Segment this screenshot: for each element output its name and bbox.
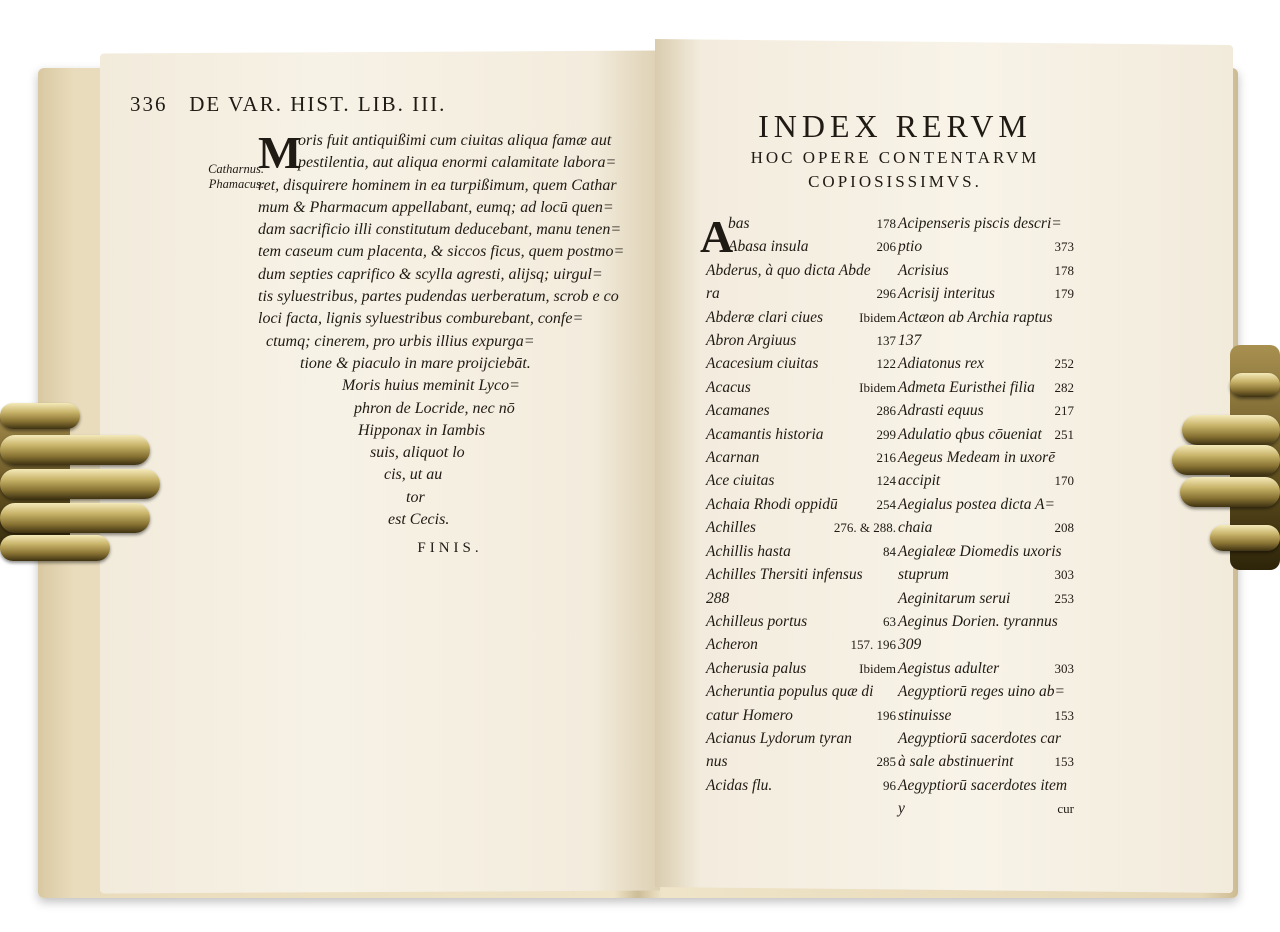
index-entry <box>706 212 896 235</box>
index-entry <box>898 727 1074 750</box>
index-entry-term: Acidas flu. <box>706 776 773 794</box>
index-entry-term: Aegialus postea dicta A= <box>898 495 1055 513</box>
index-entry-term: Abderæ clari ciues <box>706 308 824 326</box>
text-line: dum septies caprifico & scylla agresti, alijsq; uirgul= <box>258 265 603 283</box>
index-entry-term: Aegyptiorū sacerdotes car <box>898 729 1061 747</box>
index-entry-page: 208 <box>1054 520 1074 536</box>
index-entry-term: Achilles Thersiti infensus <box>706 566 863 584</box>
text-line: tor <box>406 488 425 506</box>
index-entry <box>706 493 896 516</box>
drop-cap-m: M <box>258 127 302 178</box>
index-entry-page: 286 <box>876 403 896 419</box>
index-subtitle: HOC OPERE CONTENTARVM <box>750 148 1040 167</box>
index-entry-term: Abasa insula <box>728 238 809 256</box>
index-entry-term: Aegyptiorū reges uino ab= <box>898 683 1066 701</box>
index-entry <box>898 212 1074 235</box>
index-entry <box>706 587 896 610</box>
index-entry-term: Achaia Rhodi oppidū <box>706 495 838 513</box>
text-line: est Cecis. <box>388 511 450 529</box>
index-entry <box>898 259 1074 282</box>
index-entry-page: 84 <box>883 543 896 559</box>
index-entry-page: 170 <box>1054 473 1074 489</box>
drop-cap-a: A <box>700 211 734 262</box>
marginal-note <box>184 162 264 192</box>
index-entry <box>706 282 896 305</box>
running-head-title: DE VAR. HIST. LIB. III. <box>189 92 447 116</box>
index-entry-term: catur Homero <box>706 706 793 724</box>
index-entry-term: chaia <box>898 519 933 537</box>
index-entry-term: à sale abstinuerint <box>898 753 1014 771</box>
index-entry-term: Adiatonus rex <box>898 355 984 373</box>
text-line: pestilentia, aut aliqua enormi calamitate labora= <box>298 154 617 172</box>
marginal-note-line: Phamacus. <box>208 177 264 191</box>
index-entry <box>706 680 896 703</box>
index-entry-page: 153 <box>1054 707 1074 723</box>
index-entry-term: Ace ciuitas <box>706 472 775 490</box>
text-line: cis, ut au <box>384 466 443 484</box>
index-entry-page: 122 <box>876 356 896 372</box>
text-line: mum & Pharmacum appellabant, eumq; ad locū quen= <box>258 198 614 216</box>
index-entry <box>706 329 896 352</box>
index-entry-page: 196 <box>876 707 896 723</box>
index-entry <box>706 235 896 258</box>
marginal-note-line: Catharnus. <box>208 162 264 176</box>
index-entry <box>898 704 1074 727</box>
left-hand-holder <box>0 395 165 575</box>
index-entry-page: 63 <box>883 613 896 629</box>
index-entry-term: nus <box>706 753 728 771</box>
index-entry <box>898 282 1074 305</box>
text-line: oris fuit antiquißimi cum ciuitas aliqua famæ aut <box>298 132 612 149</box>
index-entry <box>706 259 896 282</box>
index-entry <box>706 610 896 633</box>
index-entry <box>898 797 1074 820</box>
index-entry <box>898 352 1074 375</box>
index-entry <box>706 563 896 586</box>
index-entry <box>706 352 896 375</box>
index-entry-term: Adulatio qbus cōueniat <box>898 425 1042 443</box>
index-entry <box>898 423 1074 446</box>
index-entry <box>706 306 896 329</box>
index-entry-term: Acheruntia populus quæ di <box>706 683 874 701</box>
index-entry <box>898 774 1074 797</box>
index-entry-term: Aeginitarum serui <box>898 589 1011 607</box>
index-entry-term: Achilleus portus <box>706 612 808 630</box>
index-entry-page: 216 <box>876 450 896 466</box>
index-entry-term: Aegyptiorū sacerdotes item <box>898 776 1068 794</box>
index-entry-page: 178 <box>876 216 896 231</box>
index-entry-term: Aegialeæ Diomedis uxoris <box>898 542 1062 560</box>
index-entry-term: y <box>898 800 905 818</box>
index-entry-term: Acacesium ciuitas <box>706 355 819 373</box>
index-entry-term: Actæon ab Archia raptus <box>898 308 1053 326</box>
index-entry <box>898 680 1074 703</box>
index-entry-page: cur <box>1057 801 1074 817</box>
index-entry-term: ptio <box>898 238 923 256</box>
index-entry-term: Achillis hasta <box>706 542 791 560</box>
index-entry-page: 296 <box>876 286 896 302</box>
index-entry-term: 288 <box>706 589 730 607</box>
text-line: tis syluestribus, partes pudendas uerberatum, scrob e co <box>258 288 619 306</box>
index-entry-page: 178 <box>1054 262 1074 278</box>
index-entry-page: 282 <box>1054 379 1074 395</box>
text-line: loci facta, lignis syluestribus comburebant, confe= <box>258 310 584 328</box>
index-entry <box>898 446 1074 469</box>
index-entry-page: 206 <box>876 239 896 255</box>
index-entry-term: Acamantis historia <box>706 425 824 443</box>
index-column-left <box>706 212 896 797</box>
index-entry <box>706 774 896 797</box>
index-entry <box>706 750 896 773</box>
index-entry-page: 276. & 288. <box>833 520 896 536</box>
index-entry-page: Ibidem <box>859 379 896 395</box>
index-entry <box>706 423 896 446</box>
index-entry <box>898 540 1074 563</box>
index-entry <box>706 727 896 750</box>
index-entry <box>706 540 896 563</box>
index-entry <box>898 657 1074 680</box>
text-line: tem caseum cum placenta, & siccos ficus, quem postmo= <box>258 243 625 261</box>
page-number: 336 <box>130 92 168 116</box>
index-entry-term: stuprum <box>898 566 949 584</box>
index-entry <box>898 399 1074 422</box>
index-entry-term: Acianus Lydorum tyran <box>706 729 852 747</box>
index-entry-page: 299 <box>876 426 896 442</box>
index-entry-page: 217 <box>1054 403 1074 419</box>
index-entry-term: Acamanes <box>706 402 770 420</box>
index-entry-page: 303 <box>1054 567 1074 583</box>
index-entry-page: 251 <box>1054 426 1074 442</box>
index-entry <box>898 235 1074 258</box>
index-entry-term: Adrasti equus <box>898 402 984 420</box>
index-entry <box>706 469 896 492</box>
index-entry-page: 285 <box>876 754 896 770</box>
index-entry <box>706 376 896 399</box>
finis-mark: FINIS. <box>417 540 483 556</box>
index-entry-term: 309 <box>898 636 922 654</box>
index-entry-term: Acheron <box>706 636 758 654</box>
index-entry <box>898 587 1074 610</box>
running-head <box>130 92 600 117</box>
index-entry-page: 137 <box>876 333 896 349</box>
index-entry-term: stinuisse <box>898 706 952 724</box>
index-entry <box>898 516 1074 539</box>
index-entry-term: Acarnan <box>706 449 760 467</box>
index-entry-term: bas <box>728 215 750 232</box>
index-entry-page: 124 <box>876 473 896 489</box>
index-entry <box>706 399 896 422</box>
text-line: Hipponax in Iambis <box>358 421 486 439</box>
index-entry-term: Acherusia palus <box>706 659 807 677</box>
index-entry-page: 303 <box>1054 660 1074 676</box>
index-entry-term: accipit <box>898 472 941 490</box>
index-entry-term: Admeta Euristhei filia <box>898 378 1035 396</box>
index-entry-page: 254 <box>876 496 896 512</box>
index-entry-term: Abderus, à quo dicta Abde <box>706 261 871 279</box>
index-entry-term: Aegeus Medeam in uxorē <box>898 449 1056 467</box>
index-entry <box>898 493 1074 516</box>
index-entry <box>898 633 1074 656</box>
index-entry-page: 96 <box>883 777 896 793</box>
index-entry <box>898 306 1074 329</box>
right-hand-holder <box>1170 345 1280 570</box>
index-entry-term: Acrisij interitus <box>898 285 995 303</box>
index-entry-term: ra <box>706 285 720 303</box>
index-entry-term: Acacus <box>706 378 751 396</box>
index-entry-term: Acipenseris piscis descri= <box>898 215 1062 232</box>
index-entry-page: Ibidem <box>859 660 896 676</box>
index-entry <box>898 329 1074 352</box>
text-line: suis, aliquot lo <box>370 444 465 462</box>
text-line: ret, disquirere hominem in ea turpißimum, quem Cathar <box>258 176 617 194</box>
index-entry-page: 252 <box>1054 356 1074 372</box>
text-line: tione & piaculo in mare proijciebāt. <box>300 354 531 372</box>
index-entry <box>898 563 1074 586</box>
index-entry-page: 253 <box>1054 590 1074 606</box>
index-entry <box>898 469 1074 492</box>
index-entry <box>898 610 1074 633</box>
index-entry <box>706 446 896 469</box>
index-entry-term: Aegistus adulter <box>898 659 1000 677</box>
index-entry <box>706 516 896 539</box>
index-entry-page: 179 <box>1054 286 1074 302</box>
index-subtitle: COPIOSISSIMVS. <box>808 172 982 191</box>
index-entry-page: 153 <box>1054 754 1074 770</box>
index-entry <box>898 750 1074 773</box>
text-line: Moris huius meminit Lyco= <box>342 377 520 395</box>
index-entry-term: Abron Argiuus <box>706 332 797 350</box>
index-column-right <box>898 212 1074 821</box>
body-text <box>258 127 638 531</box>
text-line: phron de Locride, nec nō <box>354 399 515 417</box>
index-entry <box>706 704 896 727</box>
text-line: dam sacrificio illi constitutum deducebant, manu tenen= <box>258 221 622 239</box>
index-entry-page: Ibidem <box>859 309 896 325</box>
text-line: ctumq; cinerem, pro urbis illius expurga= <box>266 332 535 350</box>
index-entry-term: Achilles <box>706 519 756 537</box>
index-entry-page: 373 <box>1054 239 1074 255</box>
index-entry <box>706 633 896 656</box>
index-entry-term: Acrisius <box>898 261 949 279</box>
index-entry <box>706 657 896 680</box>
index-entry-page: 157. 196 <box>850 637 896 653</box>
index-entry-term: Aeginus Dorien. tyrannus <box>898 612 1058 630</box>
index-entry-term: 137 <box>898 332 922 350</box>
index-title: INDEX RERVM <box>758 108 1032 144</box>
index-entry <box>898 376 1074 399</box>
